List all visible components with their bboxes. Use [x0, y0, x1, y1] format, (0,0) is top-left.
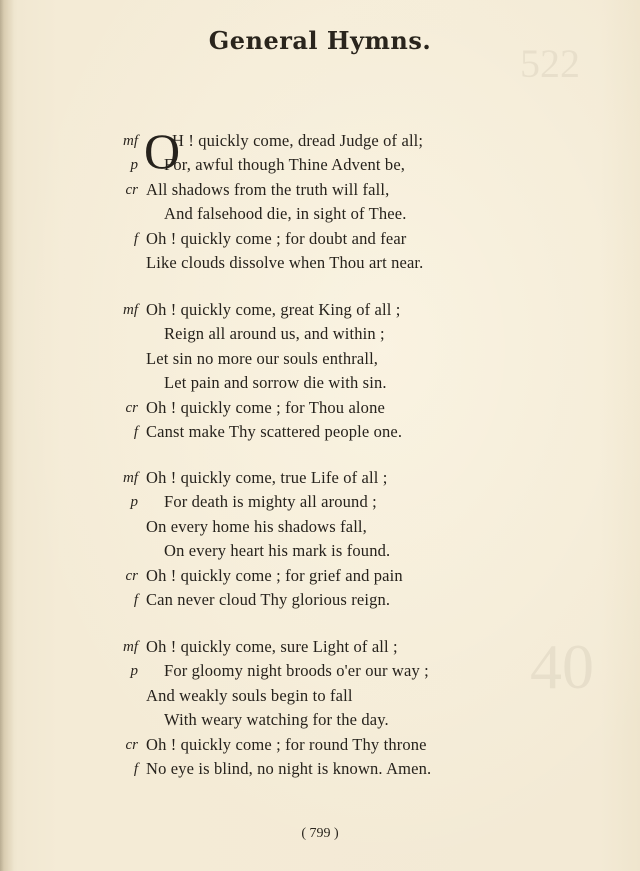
verse-line	[0, 466, 640, 490]
verse-line	[0, 129, 640, 153]
dynamic-marking: mf	[123, 302, 138, 318]
verse-text: Oh ! quickly come ; for Thou alone	[146, 397, 385, 417]
verse-text: And weakly souls begin to fall	[146, 685, 353, 705]
verse-line	[0, 322, 640, 346]
dynamic-marking: mf	[123, 133, 138, 149]
verse-line	[0, 539, 640, 563]
dynamic-marking: f	[133, 230, 138, 247]
verse-line	[0, 153, 640, 177]
verse-text: Oh ! quickly come, great King of all ;	[146, 300, 401, 319]
verse-text: Canst make Thy scattered people one.	[146, 422, 403, 441]
verse-text: On every home his shadows fall,	[146, 516, 367, 536]
bleed-through-mark: 40	[530, 631, 594, 702]
verse-line	[0, 490, 640, 514]
page-title: General Hymns.	[208, 26, 432, 55]
verse-line	[0, 227, 640, 251]
dynamic-marking: p	[130, 494, 138, 511]
verse-text: And falsehood die, in sight of Thee.	[164, 204, 407, 224]
dynamic-marking: mf	[123, 639, 138, 655]
verse-line	[0, 202, 640, 226]
verse-line	[0, 251, 640, 275]
verse-text: Let sin no more our souls enthrall,	[146, 348, 379, 368]
verse-text: Oh ! quickly come ; for round Thy throne	[146, 734, 427, 754]
verse-text: On every heart his mark is found.	[164, 541, 391, 561]
verse-line	[0, 515, 640, 539]
verse-text: Can never cloud Thy glorious reign.	[146, 590, 391, 609]
verse-text: All shadows from the truth will fall,	[146, 179, 390, 199]
verse-text: For, awful though Thine Advent be,	[164, 155, 406, 175]
dynamic-marking: f	[133, 424, 138, 440]
verse-line	[0, 635, 640, 659]
verse-line	[0, 371, 640, 395]
verse-line	[0, 733, 640, 757]
verse-line	[0, 396, 640, 420]
verse-line	[0, 757, 640, 781]
dynamic-marking: cr	[125, 399, 138, 416]
verse-text: No eye is blind, no night is known. Amen.	[146, 759, 432, 778]
verse-text: Let pain and sorrow die with sin.	[164, 373, 387, 393]
verse-text: For gloomy night broods o'er our way ;	[164, 661, 429, 681]
verse-text: For death is mighty all around ;	[164, 492, 377, 512]
verse-line	[0, 588, 640, 612]
verse-line	[0, 420, 640, 444]
verse-line	[0, 708, 640, 732]
dynamic-marking: cr	[125, 736, 138, 753]
verse-line	[0, 684, 640, 708]
verse-text: Like clouds dissolve when Thou art near.	[146, 253, 424, 272]
verse-text: Oh ! quickly come, sure Light of all ;	[146, 637, 398, 656]
dynamic-marking: mf	[123, 470, 138, 486]
verse-line	[0, 347, 640, 371]
verse-text: Reign all around us, and within ;	[164, 324, 385, 344]
verse-text: Oh ! quickly come ; for doubt and fear	[146, 228, 407, 248]
verse-text: H ! quickly come, dread Judge of all;	[172, 131, 424, 150]
verse-text: Oh ! quickly come, true Life of all ;	[146, 468, 388, 487]
dynamic-marking: p	[130, 663, 138, 680]
verse-text: Oh ! quickly come ; for grief and pain	[146, 565, 403, 585]
dynamic-marking: p	[130, 157, 138, 174]
verse-line	[0, 178, 640, 202]
verse-line	[0, 298, 640, 322]
page-number: ( 799 )	[301, 826, 339, 841]
bleed-through-mark: 522	[520, 41, 580, 86]
verse-line	[0, 564, 640, 588]
dynamic-marking: cr	[125, 567, 138, 584]
dynamic-marking: f	[133, 592, 138, 608]
dynamic-marking: f	[133, 761, 138, 777]
verse-text: With weary watching for the day.	[164, 710, 389, 730]
drop-cap: O	[144, 123, 181, 179]
verse-line	[0, 659, 640, 683]
dynamic-marking: cr	[125, 181, 138, 198]
